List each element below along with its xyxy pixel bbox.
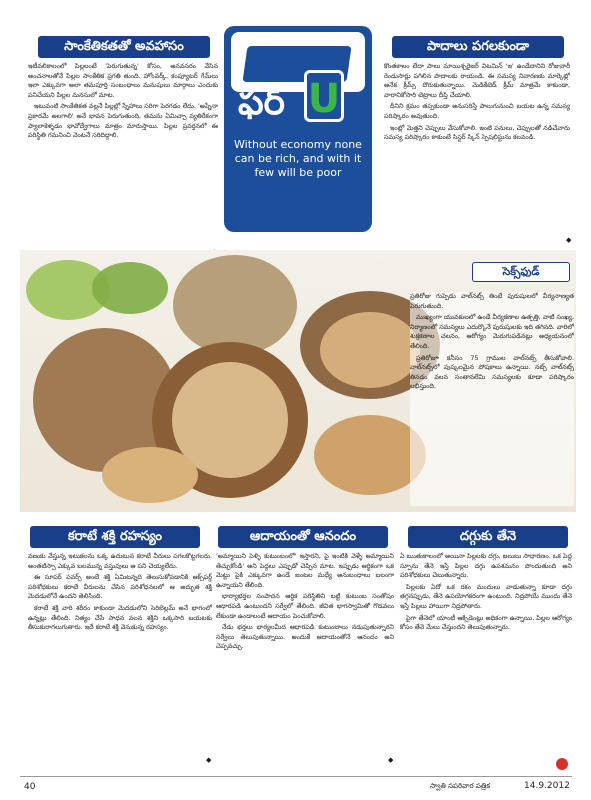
paragraph: ఇంట్లో మెత్తని చెప్పులు వేసుకోవాలి. ఇంటి పనులు, చెప్పులతో నడిచేవారు సమస్య పరిష్కారం కాకుంటే సిస్టర్ స్కిన్ స్పెషలిస్టును కలవండి.: [384, 123, 570, 142]
paragraph: ఇటువంటి సాంకేతికత వల్లనే పిల్లల్లో స్నేహాలు సరిగా పెరగడం లేదు. 'అప్నేనా ప్రకారమే అలగాలి' అనే భావన పెరుగుతుంది. తమను ఏమిచ్చా వ్యతిరేకంగా ప్యాలాకెళ్ళడం భావోద్వేగాలు మాత్రం మారుస్తాయి. పిల్లల ప్రవర్తనలో ఈ పరిస్థితి గమనించి వెంటనే సరిదిద్దాలి.: [28, 102, 218, 140]
paragraph: 'అమ్మాయిని పెళ్ళి కుటుంబంలో' ఇస్తారని, పై ఇంటికి వెళ్ళే అమ్మాయిని తెచ్చుకోండి' అని పెద్దలు ఎప్పుడో చెప్పిన మాట. ఇప్పుడు ఆర్థికంగా ఒక మెట్టు పైకి ఎక్కువగా ఉండే జంటల మధ్యే అనుబంధాలు బలంగా ఉన్నాయని తేలింది.: [216, 552, 394, 589]
paragraph: పిల్లలకు ఏదో ఒక రకం మందులు వాడుతున్నా కూడా దగ్గు తగ్గనప్పుడు, తేనె ఉపయోగకరంగా ఉంటుంది. నిద్రపోయే ముందు తేనె ఇస్తే పిల్లలు హాయిగా నిద్రపోతారు.: [400, 582, 572, 610]
logo-text: ఫర్: [238, 82, 285, 123]
section-body-feet: [384, 62, 570, 246]
issue-date: 14.9.2012: [524, 781, 570, 791]
section-body-honey: [400, 552, 572, 760]
logo-u-letter: U: [304, 70, 344, 122]
paragraph: నేడు భర్తలు భార్యలమీద ఆధారపడి కుటుంబాలు నడుపుతున్నారని సర్వేలు తెలుపుతున్నాయి. అందుకే ఆదాయంతోనే ఆనందం అని చెప్పవచ్చు.: [216, 623, 394, 651]
paragraph: ముఖ్యంగా యువకులలో ఉండే వీర్యకణాల ఉత్పత్తి, వాటి సంఖ్య, నిర్మాణంలో సమస్యలు ఎదుర్కొనే పురుషులకు ఇది తగినది. వారిలో శుక్రకణాల చలనం, ఆరోగ్యం మెరుగుపడినట్లు అధ్యయనంలో తేలింది.: [410, 313, 574, 350]
section-title-income: ఆదాయంతో ఆనందం: [218, 526, 388, 548]
paragraph: వణుకు వేస్తున్న ఇటుకలను ఒక్క ఉదుటున కరాటే వీరులు పగలకొట్టగలరు. అంతటిస్సా ఎక్కువ బలమున్న వస్తువులు ఆ పని చెయ్యలేదు.: [28, 552, 212, 570]
paragraph: ఈ సూపర్ పవర్స్ అంటే శక్తి ఏమిటన్నది తెలుసుకోవడానికి ఆక్స్‌ఫర్డ్ పరిశోధకులు కరాటే వీరులను చేసిన పరిశోధనలలో ఆ అద్భుత శక్తి మెదడులోనే ఉందని తెలిసింది.: [28, 573, 212, 601]
section-title-honey: దగ్గుకు తేనె: [408, 526, 568, 548]
paragraph: ప్రతిరోజు గుప్పెడు వాల్‌నట్స్ తింటే పురుషులలో వీర్యనాణ్యత పెరుగుతుంది.: [410, 292, 574, 310]
section-title-sexfood: సెక్స్‌ఫుడ్: [472, 262, 570, 282]
end-mark: ◆: [206, 756, 212, 764]
paragraph: కరాటే శక్తి వారి శరీరం కాకుండా మెదడులోని సెరిబెల్లమ్ అనే భాగంలో ఉన్నట్లు తేలింది. నిత్యం చేసే సాధన వలన శక్తిని ఒక్కసారి బయటకు తీసుకురాగలుగుతారు. ఇదే కరాటే శక్తి వెనుకున్న రహస్యం.: [28, 603, 212, 632]
page-number: 40: [24, 782, 36, 792]
column-logo: [224, 26, 372, 232]
paragraph: పైగా తేనెలో యాంటీ ఆక్సిడెంట్లు అధికంగా ఉన్నాయి. పిల్లల ఆరోగ్యం కోసం తేనె మేలు చేస్తుందని తెలుపుతున్నారు.: [400, 613, 572, 632]
paragraph: కొంతకాలం లేదా పాలు మాయిశ్చరైజర్ విటమిన్ 'ఇ' ఉండేదానిని రోజువారీ రెండుసార్లు పగిలిన పాదాలకు రాయండి. ఈ సమస్య నివారణకు మార్కెట్లో అనేక క్రీమ్స్ దొరుకుతున్నాయి. మెడికేటెడ్ క్రీమ్ మాత్రమే కాకుండా, వారానికోసారి టెట్రాలు దీప్తి చేయాలి.: [384, 62, 570, 99]
end-mark: ◆: [566, 236, 572, 244]
section-body-karate: [28, 552, 212, 764]
section-body-sexfood: [410, 292, 574, 506]
paragraph: భార్యాభర్తల సంపాదన ఆర్థిక పరిస్థితిని బట్టి కుటుంబ సంతోషం ఆధారపడి ఉంటుందని సర్వేలో తేలింది. జీవిత భాగస్వామితో గొడవలు లేకుండా ఉండాలంటే ఆదాయం పెంచుకోవాలి.: [216, 592, 394, 620]
paragraph: ప్రతిరోజూ కనీసం 75 గ్రాముల వాల్‌నట్స్ తీసుకోవాలి. వాల్‌నట్స్‌లో పుష్కలమైన పోషకాలు ఉన్నాయి. నట్స్ వాల్‌నట్స్ తినడం వలన సంతానలేమి సమస్యలకు కూడా పరిష్కారం లభిస్తుంది.: [410, 353, 574, 391]
logo-quote: Without economy none can be rich, and with it few will be poor: [234, 138, 362, 179]
section-title-feet: పాదాలు పగలకుండా: [392, 36, 564, 58]
paragraph: దీనిని క్రమం తప్పకుండా అనుసరిస్తే పాలుగునుంచి బయట ఉన్న సమస్య పరిష్కారం అవుతుంది.: [384, 102, 570, 120]
magazine-name: స్వాతి సపరివార పత్రిక: [430, 782, 490, 790]
end-mark: ◆: [388, 756, 394, 764]
section-body-income: [216, 552, 394, 764]
section-title-karate: కరాటే శక్తి రహస్యం: [30, 526, 200, 548]
publisher-logo-icon: [556, 758, 568, 770]
section-title-technology: సాంకేతికతతో అవహాసం: [38, 36, 210, 58]
paragraph: ఇటీవలికాలంలో పిల్లలంటే 'పెరుగుతున్న' కోసం, అనవసరం వేసిన అంచనాలతోనే పిల్లల సాంకేతిక ప్రగతి తుంది. హోంవర్క్, కంప్యూటర్ గేమ్‌లు ఇలా ఎక్కువగా అలా తమపూర్తి సంబంధాలు మనుషులు మార్గాలు ఎందుకు పనిచేయని పిల్లల మనసులో మాట.: [28, 62, 218, 99]
paragraph: ఏ ఋతుకాలంలో అయినా పిల్లలకు దగ్గు, జలుబు సాధారణం. ఒక పెద్ద స్పూను తేనె ఇస్తే పిల్లల దగ్గు ఉపశమనం పొందుతుంది అని పరిశోధకులు చెబుతున్నారు.: [400, 552, 572, 580]
section-body-technology: [28, 62, 218, 258]
footer-divider: [20, 776, 572, 777]
